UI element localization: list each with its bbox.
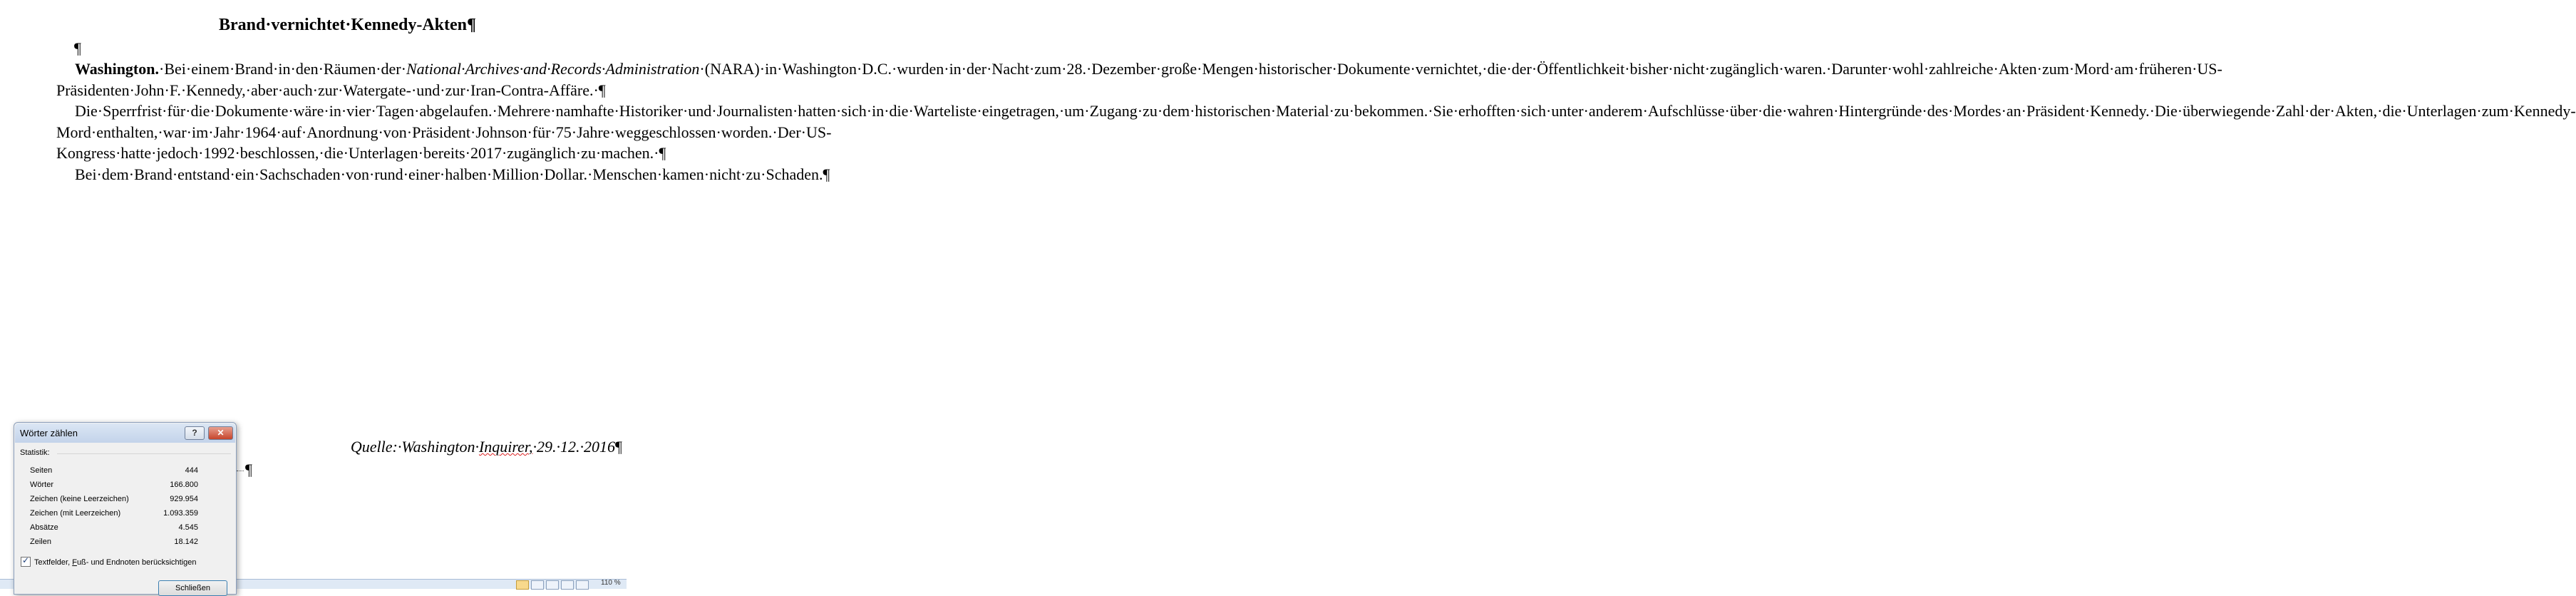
paragraph-3: Bei·dem·Brand·entstand·ein·Sachschaden·von·rund·einer·halben·Million·Dollar.·Menschen·kamen·nicht·zu·Schaden.¶: [75, 165, 830, 183]
stat-row-pages: Seiten 444: [30, 466, 198, 475]
institution-name: National·Archives·and·Records·Administration: [406, 60, 700, 78]
source-line: Quelle:·Washington·Inquirer,·29.·12.·2016¶: [350, 438, 622, 456]
statistics-table: [30, 464, 198, 550]
dialog-titlebar[interactable]: [15, 423, 235, 443]
group-divider: [57, 453, 231, 454]
trailing-paragraph-mark: ¶: [237, 461, 252, 479]
document-title: Brand·vernichtet·Kennedy-Akten¶: [219, 16, 476, 34]
paragraph-1: Washington.·Bei·einem·Brand·in·den·Räumen·der·National·Archives·and·Records·Administration·(NARA)·in·Washington·D.C.·wurden·in·der·Nacht·zum·28.·Dezember·große·Mengen·historischer·Dokumente·vernichtet,·die·der·Öffentlichkeit·bisher·nicht·zugänglich·waren.·Darunter·wohl·zahlreiche·Akten·zum·Mord·am·früheren·US-Präsidenten·John·F.·Kennedy,·aber·auch·zur·Watergate-·und·zur·Iran-Contra-Affäre.·¶: [56, 60, 2222, 99]
stat-row-paragraphs: Absätze 4.545: [30, 523, 198, 532]
empty-paragraph-mark: ¶: [74, 39, 81, 57]
web-layout-view-icon[interactable]: [546, 580, 559, 590]
draft-view-icon[interactable]: [576, 580, 589, 590]
zoom-level[interactable]: 110 %: [601, 579, 621, 587]
outline-view-icon[interactable]: [561, 580, 574, 590]
close-icon[interactable]: ✕: [208, 426, 233, 440]
dialog-title: Wörter zählen: [20, 428, 78, 438]
full-screen-reading-view-icon[interactable]: [531, 580, 544, 590]
stat-row-words: Wörter 166.800: [30, 481, 198, 489]
close-dialog-button[interactable]: Schließen: [158, 580, 227, 596]
source-name: Inquirer,: [478, 438, 533, 456]
view-buttons: [516, 580, 589, 590]
help-button[interactable]: ?: [185, 426, 205, 440]
paragraph-2: Die·Sperrfrist·für·die·Dokumente·wäre·in·vier·Tagen·abgelaufen.·Mehrere·namhafte·Historiker·und·Journalisten·hatten·sich·in·die·Warteliste·eingetragen,·um·Zugang·zu·dem·historischen·Material·zu·bekommen.·Sie·erhofften·sich·unter·anderem·Aufschlüsse·über·die·wahren·Hintergründe·des·Mordes·an·Präsident·Kennedy.·Die·überwiegende·Zahl·der·Akten,·die·Unterlagen·zum·Kennedy-Mord·enthalten,·war·im·Jahr·1964·auf·Anordnung·von·Präsident·Johnson·für·75·Jahre·weggeschlossen·worden.·Der·US-Kongress·hatte·jedoch·1992·beschlossen,·die·Unterlagen·bereits·2017·zugänglich·zu·machen.·¶: [56, 102, 2576, 162]
word-count-dialog: [14, 422, 237, 595]
document-body[interactable]: [56, 58, 2576, 185]
stat-row-chars-no-spaces: Zeichen (keine Leerzeichen) 929.954: [30, 495, 198, 503]
stat-row-chars-with-spaces: Zeichen (mit Leerzeichen) 1.093.359: [30, 509, 198, 518]
stat-row-lines: Zeilen 18.142: [30, 538, 198, 546]
print-layout-view-icon[interactable]: [516, 580, 529, 590]
dateline: Washington.: [75, 60, 159, 78]
include-textboxes-checkbox[interactable]: ✓Textfelder, Fuß- und Endnoten berücksichtigen: [21, 557, 197, 567]
statistics-group-label: Statistik:: [20, 448, 50, 457]
checkbox-checked-icon[interactable]: [21, 557, 31, 567]
